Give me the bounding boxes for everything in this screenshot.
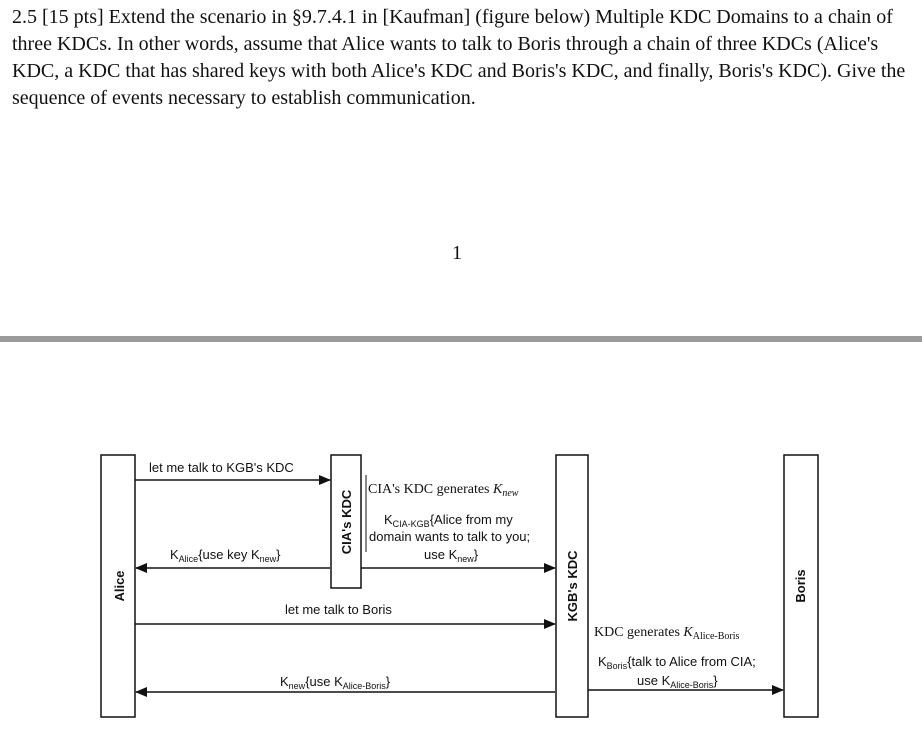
kdc-generates-note: KDC generates $K_{Alice-Boris}$ <box>594 625 740 642</box>
kgb-kdc-box <box>556 455 588 717</box>
cia-kdc-box <box>331 455 361 588</box>
page-separator <box>0 336 922 342</box>
alice-box <box>101 455 135 717</box>
message-label-2-line3: use $K_{new}$} <box>424 547 479 564</box>
message-label-3: $K_{Alice}\{use$ key $K_{new}$} <box>170 547 281 564</box>
cia-kdc-label: CIA's KDC <box>339 489 354 555</box>
message-label-6: $K_{new}\{use$ $K_{Alice-Boris}$} <box>280 674 391 691</box>
message-label-5-line2: use $K_{Alice-Boris}$} <box>637 673 718 690</box>
kgb-kdc-label: KGB's KDC <box>565 550 580 622</box>
boris-label: Boris <box>793 569 808 603</box>
kdc-sequence-diagram <box>0 450 922 730</box>
page-number: 1 <box>452 242 462 264</box>
cia-generates-note: CIA's KDC generates $K_{new}$ <box>368 482 519 499</box>
message-label-1: let me talk to KGB's KDC <box>149 460 294 475</box>
message-label-4: let me talk to Boris <box>285 602 392 617</box>
message-label-5-line1: $K_{Boris}\{talk$ to Alice from CIA; <box>598 654 756 671</box>
message-label-2-line1: $K_{CIA-KGB}\{Alice$ from my <box>384 512 513 529</box>
boris-box <box>784 455 818 717</box>
question-text: 2.5 [15 pts] Extend the scenario in §9.7.4.1 in [Kaufman] (figure below) Multiple KDC Domains to a chain of three KDCs. In other words, assume that Alice wants to talk to Boris through a chain of three KDCs (Alice's KDC, a KDC that has shared keys with both Alice's KDC and Boris's KDC, and finally, Boris's KDC). Give the sequence of events necessary to establish communication. <box>12 6 906 109</box>
message-label-2-line2: domain wants to talk to you; <box>369 529 531 544</box>
alice-label: Alice <box>112 570 127 602</box>
